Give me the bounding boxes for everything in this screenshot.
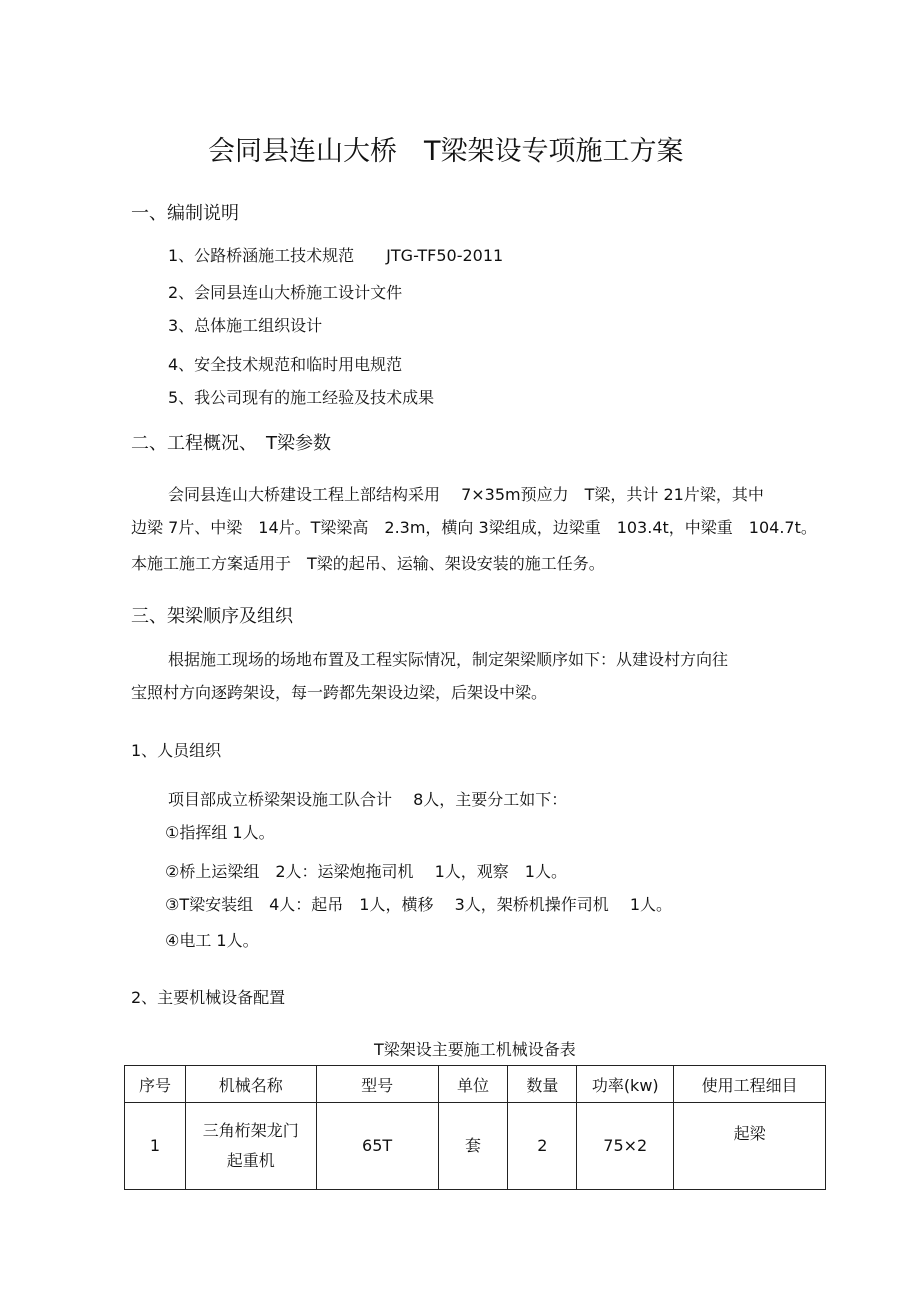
section1-heading: 一、编制说明 xyxy=(131,203,239,224)
section2-line-3: 本施工施工方案适用于 T梁的起吊、运输、架设安装的施工任务。 xyxy=(131,554,605,573)
cell-model: 65T xyxy=(316,1103,438,1190)
equipment-heading: 2、主要机械设备配置 xyxy=(131,988,286,1007)
cell-usage-text: 起梁 xyxy=(733,1124,766,1143)
cell-usage xyxy=(674,1103,826,1190)
cell-name xyxy=(185,1103,316,1190)
equipment-table xyxy=(124,1065,826,1190)
section3-heading: 三、架梁顺序及组织 xyxy=(131,606,293,627)
document-title: 会同县连山大桥 T梁架设专项施工方案 xyxy=(208,136,684,167)
table-header-row xyxy=(125,1066,826,1103)
section1-item-1: 1、公路桥涵施工技术规范 JTG-TF50-2011 xyxy=(168,246,504,265)
cell-qty: 2 xyxy=(508,1103,577,1190)
table-row xyxy=(125,1103,826,1190)
cell-power: 75×2 xyxy=(577,1103,674,1190)
cell-no: 1 xyxy=(125,1103,186,1190)
col-header-usage: 使用工程细目 xyxy=(674,1066,826,1103)
cell-name-line2: 起重机 xyxy=(226,1151,275,1170)
personnel-item-1: ①指挥组 1人。 xyxy=(165,823,275,842)
col-header-model: 型号 xyxy=(316,1066,438,1103)
section2-line-2: 边梁 7片、中梁 14片。T梁梁高 2.3m，横向 3梁组成，边梁重 103.4t，中梁重 104.7t。 xyxy=(131,518,817,537)
section1-item-3: 3、总体施工组织设计 xyxy=(168,316,323,335)
col-header-qty: 数量 xyxy=(508,1066,577,1103)
cell-name-line1: 三角桁架龙门 xyxy=(202,1121,299,1140)
cell-unit: 套 xyxy=(438,1103,508,1190)
col-header-unit: 单位 xyxy=(438,1066,508,1103)
personnel-heading: 1、人员组织 xyxy=(131,741,222,760)
section1-item-5: 5、我公司现有的施工经验及技术成果 xyxy=(168,388,435,407)
section1-item-2: 2、会同县连山大桥施工设计文件 xyxy=(168,283,403,302)
section2-line-1: 会同县连山大桥建设工程上部结构采用 7×35m预应力 T梁，共计 21片梁，其中 xyxy=(168,485,764,504)
section2-heading: 二、工程概况、 T梁参数 xyxy=(131,433,331,454)
col-header-name: 机械名称 xyxy=(185,1066,316,1103)
col-header-no: 序号 xyxy=(125,1066,186,1103)
section1-item-4: 4、安全技术规范和临时用电规范 xyxy=(168,355,403,374)
personnel-item-3: ③T梁安装组 4人：起吊 1人，横移 3人，架桥机操作司机 1人。 xyxy=(165,895,673,914)
personnel-item-2: ②桥上运梁组 2人：运梁炮拖司机 1人，观察 1人。 xyxy=(165,862,567,881)
personnel-intro: 项目部成立桥梁架设施工队合计 8人，主要分工如下： xyxy=(168,790,568,809)
col-header-power: 功率(kw) xyxy=(577,1066,674,1103)
section3-line-2: 宝照村方向逐跨架设，每一跨都先架设边梁，后架设中梁。 xyxy=(131,683,548,702)
section3-line-1: 根据施工现场的场地布置及工程实际情况，制定架梁顺序如下：从建设村方向往 xyxy=(168,650,729,669)
table-caption: T梁架设主要施工机械设备表 xyxy=(374,1040,576,1059)
personnel-item-4: ④电工 1人。 xyxy=(165,931,259,950)
